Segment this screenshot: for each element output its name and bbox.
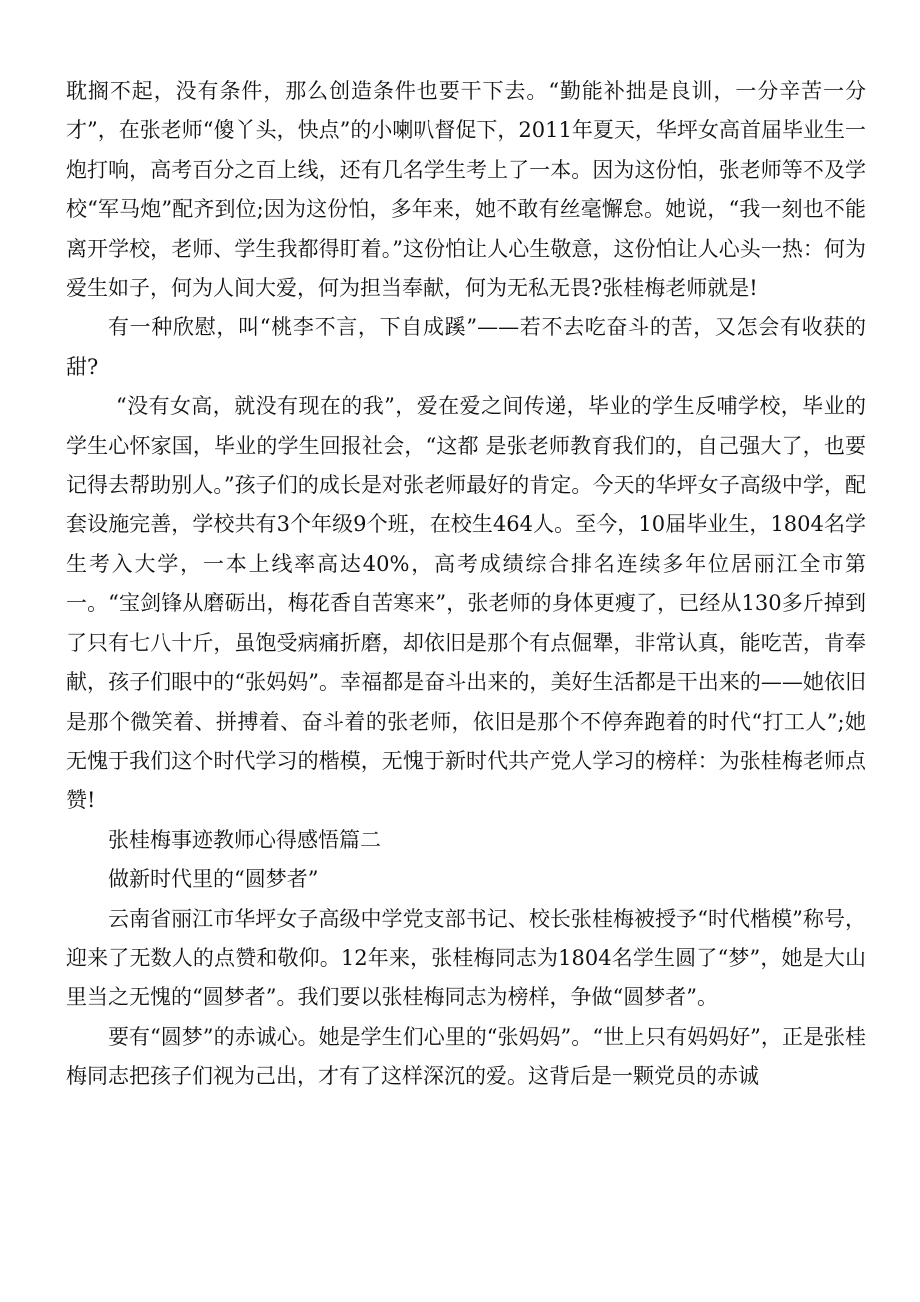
paragraph-continuation: 耽搁不起，没有条件，那么创造条件也要干下去。“勤能补拙是良训，一分辛苦一分才”，在张老师“傻丫头，快点”的小喇叭督促下，2011年夏天，华坪女高首届毕业生一炮打响，高考百分之百上线，还有几名学生考上了一本。因为这份怕，张老师等不及学校“军马炮”配齐到位;因为这份怕，多年来，她不敢有丝毫懈怠。她说，“我一刻也不能离开学校，老师、学生我都得盯着。”这份怕让人心生敬意，这份怕让人心头一热：何为爱生如子，何为人间大爱，何为担当奉献，何为无私无畏?张桂梅老师就是!	[66, 79, 866, 301]
section-heading: 张桂梅事迹教师心得感悟篇二	[108, 827, 381, 852]
paragraph-graduates: “没有女高，就没有现在的我”，爱在爱之间传递，毕业的学生反哺学校，毕业的学生心怀家国，毕业的学生回报社会，“这都 是张老师教育我们的，自己强大了，也要记得去帮助别人。”孩子们的成长是对张老师最好的肯定。今天的华坪女子高级中学，配套设施完善，学校共有3个年级9个班，在校生464人。至今，10届毕业生，1804名学生考入大学，一本上线率高达40%，高考成绩综合排名连续多年位居丽江全市第一。“宝剑锋从磨砺出，梅花香自苦寒来”，张老师的身体更瘦了，已经从130多斤掉到了只有七八十斤，虽饱受病痛折磨，却依旧是那个有点倔犟，非常认真，能吃苦，肯奉献，孩子们眼中的“张妈妈”。幸福都是奋斗出来的，美好生活都是干出来的——她依旧是那个微笑着、拼搏着、奋斗着的张老师，依旧是那个不停奔跑着的时代“打工人”;她无愧于我们这个时代学习的楷模，无愧于新时代共产党人学习的榜样：为张桂梅老师点赞!	[66, 394, 866, 813]
paragraph-gratification: 有一种欣慰，叫“桃李不言，下自成蹊”——若不去吃奋斗的苦，又怎会有收获的甜?	[66, 315, 866, 379]
article-title: 做新时代里的“圆梦者”	[108, 867, 319, 892]
paragraph-intro: 云南省丽江市华坪女子高级中学党支部书记、校长张桂梅被授予“时代楷模”称号，迎来了无数人的点赞和敬仰。12年来，张桂梅同志为1804名学生圆了“梦”，她是大山里当之无愧的“圆梦者”。我们要以张桂梅同志为榜样，争做“圆梦者”。	[66, 906, 866, 1010]
paragraph-sincere-heart: 要有“圆梦”的赤诚心。她是学生们心里的“张妈妈”。“世上只有妈妈好”，正是张桂梅同志把孩子们视为己出，才有了这样深沉的爱。这背后是一颗党员的赤诚	[66, 1024, 866, 1089]
document-page	[66, 72, 866, 1097]
